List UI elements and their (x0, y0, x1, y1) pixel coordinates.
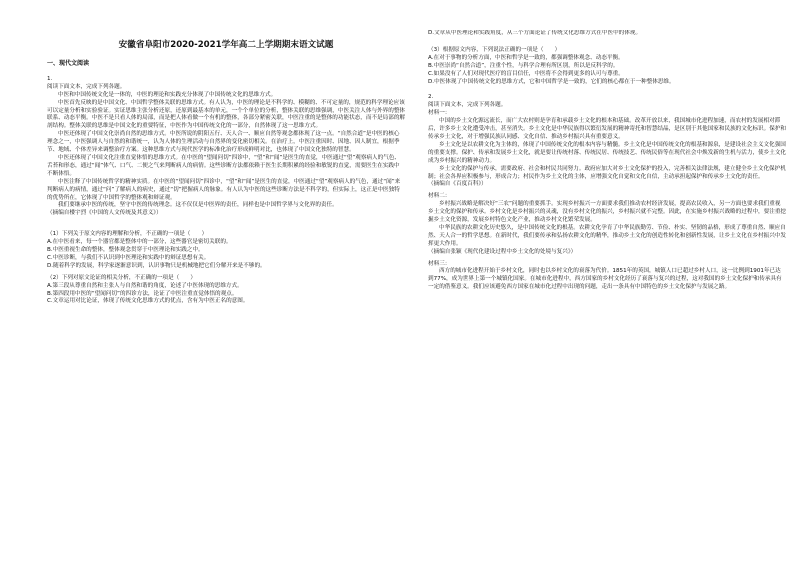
question-stem: （1）下列关于原文内容的理解和分析，不正确的一项是（ ） (47, 231, 208, 238)
material-paragraph: 乡土文化是以农耕文化为主体的，体现了中国传统文化的根本内容与精髓。乡土文化是中国传统文化的根基和源泉，是建设社会主义文化强国的重要支撑。保护、传承和发展乡土文化，就是要让传统村落、传统民居、传统技艺、传统民俗等在现代社会中焕发新的生机与活力，使乡土文化成为乡村振兴的精神动力。 (428, 141, 786, 164)
material-source: （摘编自张颖《现代化建设过程中乡土文化的处境与复兴》） (428, 248, 577, 255)
material-paragraph: 中华民族的农耕文化历史悠久，是中国传统文化的根基。农耕文化孕育了中华民族勤劳、节俭、朴实、坚韧的品格，形成了尊重自然、顺应自然、天人合一的哲学思想。在新时代，我们要传承和弘扬农耕文化的精华，推动乡土文化的创造性转化和创新性发展，让乡土文化在乡村振兴中发挥更大作用。 (428, 224, 786, 247)
left-column (47, 30, 405, 555)
answer-option: A.在对于事物的分析方面，中医和哲学是一致的，都强调整体观念、动态平衡。 (428, 54, 624, 61)
passage-paragraph: 中医注释了中国传统哲学的精神实质。在中医的“望闻问切”四诊中，“望”和“闻”是医生的直觉，中医通过“望”观察病人的气色，通过“闻”来判断病人的病情，通过“问”了解病人的病史，通过“切”把握病人的脉象。有人认为中医的这些诊断方法是不科学的，但实际上，这正是中医独特的优势所在，它体现了中国哲学的整体观和辩证观。 (47, 178, 401, 201)
material-paragraph: 乡村振兴战略是解决好“三农”问题的重要抓手。实现乡村振兴一方面要求我们推动农村经济发展，提高农民收入，另一方面也要求我们重视乡土文化的保护和传承。乡村文化是乡村振兴的灵魂，没有乡村文化的振兴，乡村振兴就不完整。因此，在实施乡村振兴战略的过程中，要注重挖掘乡土文化资源，发展乡村特色文化产业，推动乡村文化繁荣发展。 (428, 201, 786, 224)
passage-paragraph: 中医和中国传统文化是一体的，中医的理论和实践充分体现了中国传统文化的思维方式。 (58, 91, 277, 98)
passage-paragraph: 中医首先反映的是中国文化、中国哲学整体关联的思维方式。有人认为，中医的理论是不科学的、模糊的、不可定量的，规范的科学理论应该可以定量分析和实验验证。实证思维主张分析还原，还原到最基本的单元，一个个单位的分析，整体关联的思维强调，中医关注人体与外界的整体联系、动态平衡。中医不是只看人体的局部，而是把人体看做一个有机的整体，各部分紧密关联，中医注重的是整体的功能状态，而不是局部的解剖结构。整体关联的思维是中国文化的重要特征，中医作为中国传统文化的一部分，自然体现了这一思维方式。 (47, 99, 405, 130)
answer-option: D.中医体现了中国传统文化的思维方式，它和中国哲学是一致的，它们的核心都在于一种整体思维。 (428, 78, 675, 85)
material-paragraph: 西方的城市化进程开始于乡村文化，同时也以乡村文化的衰落为代价。1851年的英国，城镇人口已超过乡村人口，这一比例到1901年已达到77%，成为世界上第一个城镇化国家。在城市化进程中，西方国家的乡村文化经历了衰落与复兴的过程，这对我国的乡土文化保护和传承具有一定的借鉴意义。我们应该避免西方国家在城市化过程中出现的问题，走出一条具有中国特色的乡土文化保护与发展之路。 (428, 268, 782, 291)
question-stem: （3）根据原文内容，下列说法正确的一项是（ ） (428, 46, 561, 53)
passage-paragraph: 中医还体现了中国文化注重直觉体悟的思维方式。在中医的“望闻问切”四诊中，“望”和“闻”是医生的直觉，中医通过“望”观察病人的气色、舌苔和形态，通过“闻”体气、口气、二便之气来判断病人的病情。这些诊断方法都依赖于医生长期积累的经验和敏锐的直觉，需要医生在实践中不断体悟。 (47, 154, 401, 177)
material-label: 材料一： (428, 110, 451, 117)
reading-instruction: 阅读下面文本，完成下列各题。 (47, 83, 126, 90)
section-heading: 一、现代文阅读 (47, 60, 90, 67)
answer-option: B.中医崇尚“自然合道”，注重个性，与科学合理有所区别，所以是反科学的。 (428, 62, 619, 69)
passage-source: （摘编自楼宇烈《中国的人文传统及其意义》） (47, 210, 162, 217)
answer-option: C.如果没有了人们对现代医疗的盲目信任，中医将不会得到更多的认可与尊重。 (428, 70, 624, 77)
answer-option: C.中医诊断，与我们不认识到中医理论和实践中的辩证思想有关。 (47, 254, 210, 261)
question-stem: （2）下列对原文论证的相关分析，不正确的一项是（ ） (47, 274, 196, 281)
question-number: 1. (47, 75, 53, 82)
material-label: 材料二： (428, 193, 451, 200)
material-paragraph: 乡土文化的保护与传承，需要政府、社会和村民共同努力。政府应加大对乡土文化保护的投入，完善相关法律法规，建立健全乡土文化保护机制；社会各界应积极参与，形成合力；村民作为乡土文化的主体，应增强文化自觉和文化自信，主动承担起保护和传承乡土文化的责任。 (428, 165, 786, 180)
answer-option: D.文章从中医理论和实践角度，从三个方面论证了传统文化思维方式在中医中的体现。 (428, 30, 642, 36)
material-source: （摘编自《百度百科》） (428, 181, 487, 188)
answer-option: B.中医重视生命的整体，整体观念贯穿于中医理论和实践之中。 (47, 247, 204, 254)
page-title: 安徽省阜阳市2020-2021学年高二上学期期末语文试题 (118, 40, 334, 50)
answer-option: D.随着科学的发展，科学家逐渐意识到，认识事物只是机械地把它们分解开来是不够的。 (47, 262, 266, 269)
passage-paragraph: 我们要继承中医的传统，坚守中医的传统理念。这不仅仅是中医界的责任，同样也是中国哲学界与文化界的责任。 (58, 202, 338, 209)
answer-option: C.文章运用对比论证，体现了传统文化思维方式的优点，含有为中医正名的意图。 (47, 298, 249, 305)
material-label: 材料三： (428, 260, 451, 267)
answer-option: A.在中医看来，每一个器官都是整体中的一部分，这些器官是密切关联的。 (47, 239, 232, 246)
reading-instruction: 阅读下面文本，完成下列各题。 (428, 102, 507, 109)
question-number: 2. (428, 94, 434, 101)
material-paragraph: 中国的乡土文化源远流长，而广大农村则是孕育和承载乡土文化的根本和基础。改革开放以来，我国城市化进程加速，而农村的发展相对滞后，许多乡土文化遭受冲击，甚至消失。乡土文化是中华民族得以繁衍发展的精神寄托和智慧结晶，是区别于其他国家和民族的文化标识。保护和传承乡土文化，对于增强民族认同感、文化自信、推动乡村振兴具有重要意义。 (428, 118, 786, 140)
right-column (428, 30, 786, 555)
passage-paragraph: 中医还体现了中国文化崇尚自然的思维方式。中医所说的阴阳五行、天人合一、顺应自然等观念都体现了这一点。“自然合道”是中医的核心理念之一，中医强调人与自然的和谐统一，认为人体的生理活动与自然界的变化密切相关。在治疗上，中医注重因时、因地、因人制宜，根据季节、地域、个体差异来调整治疗方案。这种思维方式与现代医学的标准化治疗形成鲜明对比，也体现了中国文化独特的智慧。 (47, 131, 400, 154)
answer-option: A.第三段从尊重自然和主张人与自然和谐的角度，论述了中医体现的思维方式。 (47, 282, 243, 289)
answer-option: B.第四段用中医的“望闻问切”的四诊方法，论证了中医注重直觉体悟的观点。 (47, 290, 238, 297)
